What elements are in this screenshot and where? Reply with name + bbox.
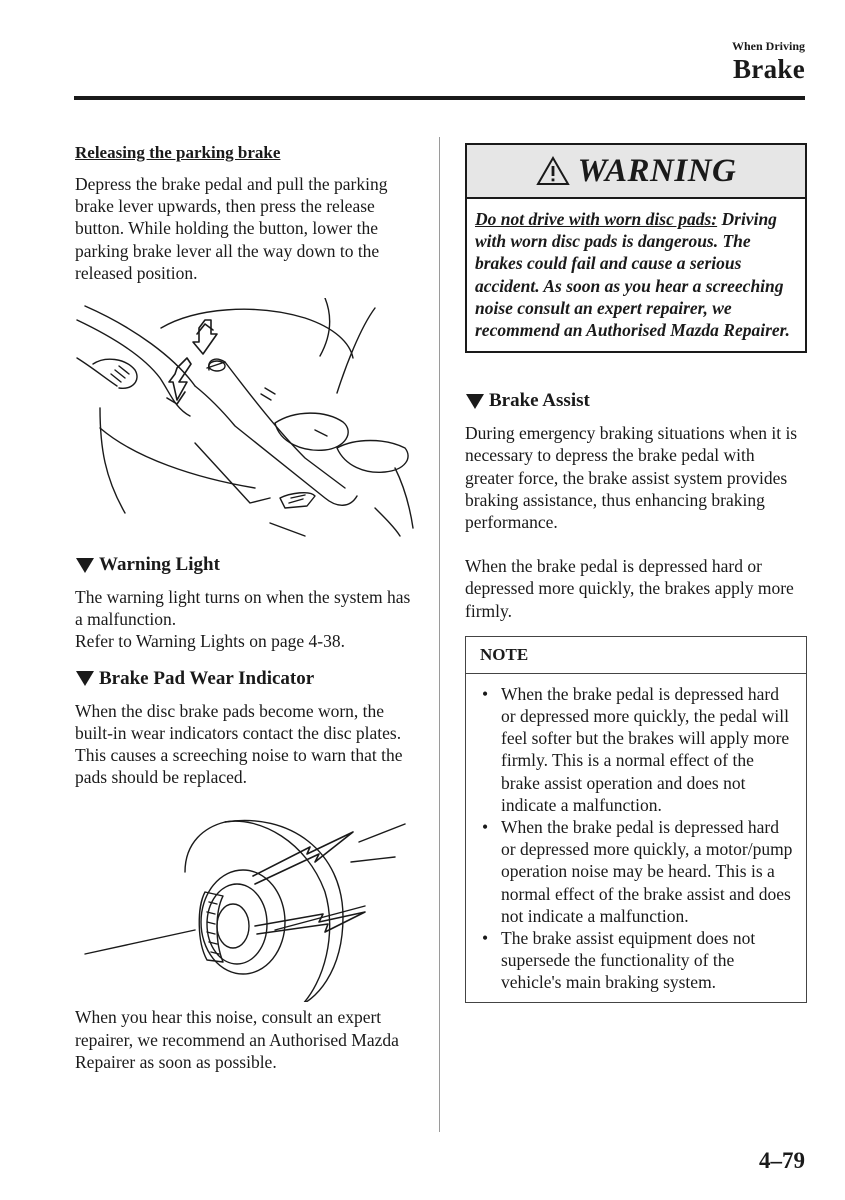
- warning-triangle-icon: [536, 156, 570, 186]
- page-number: 4–79: [759, 1148, 805, 1173]
- parking-brake-illustration: [75, 298, 415, 538]
- release-subheading: Releasing the parking brake: [75, 143, 281, 162]
- warning-box-header: [467, 145, 805, 199]
- list-item: [480, 927, 794, 994]
- pad-wear-after: When you hear this noise, consult an expert repairer, we recommend an Authorised Mazda Repairer as soon as possible.: [75, 1007, 399, 1072]
- pad-wear-heading: [75, 668, 420, 690]
- column-divider: [439, 137, 440, 1132]
- pad-wear-text: When the disc brake pads become worn, the built-in wear indicators contact the disc plates. This causes a screeching noise to warn that the pads should be replaced.: [75, 700, 403, 788]
- warning-box: [465, 143, 807, 353]
- pad-wear-heading-text: Brake Pad Wear Indicator: [99, 667, 315, 689]
- list-item: [480, 816, 794, 927]
- page-title: Brake: [733, 54, 805, 84]
- note-box: [465, 636, 807, 1003]
- note-item-text: When the brake pedal is depressed hard or depressed more quickly, a motor/pump operation noise may be heard. This is a normal effect of the brake assist and does not indicate a malfunction.: [501, 817, 793, 926]
- release-text: Depress the brake pedal and pull the parking brake lever upwards, then press the release button. While holding the button, lower the parking brake lever all the way down to the released position.: [75, 174, 388, 283]
- brake-assist-heading: [465, 390, 807, 412]
- warning-text: Driving with worn disc pads is dangerous. The brakes could fail and cause a serious accident. As soon as you hear a screeching noise consult an expert repairer, we recommend an Authorised Mazda Repairer.: [475, 209, 790, 341]
- brake-assist-heading-text: Brake Assist: [489, 390, 590, 412]
- note-body: [466, 674, 806, 1002]
- warning-light-heading-text: Warning Light: [99, 554, 220, 576]
- disc-brake-illustration: [75, 802, 415, 1002]
- header-rule: [74, 96, 805, 100]
- section-marker-icon: [466, 394, 484, 409]
- brake-assist-p1: During emergency braking situations when it is necessary to depress the brake pedal with greater force, the brake assist system provides braking assistance, thus enhancing braking performance.: [465, 423, 798, 533]
- note-list: [480, 683, 794, 994]
- bullet-icon: •: [482, 817, 489, 838]
- warning-light-text: The warning light turns on when the system has a malfunction.: [75, 587, 411, 630]
- list-item: [480, 683, 794, 816]
- warning-title: WARNING: [577, 152, 737, 189]
- bullet-icon: •: [482, 928, 489, 949]
- warning-light-ref: Refer to Warning Lights on page 4-38.: [75, 631, 345, 652]
- warning-lead: Do not drive with worn disc pads:: [475, 209, 718, 229]
- right-column: [465, 143, 807, 1003]
- section-label: When Driving: [731, 39, 805, 53]
- bullet-icon: •: [482, 683, 489, 704]
- warning-light-heading: [75, 554, 420, 576]
- section-marker-icon: [76, 671, 94, 686]
- section-marker-icon: [76, 558, 94, 573]
- warning-body: [467, 199, 805, 351]
- note-item-text: When the brake pedal is depressed hard or depressed more quickly, the pedal will feel softer but the brakes will apply more firmly. This is a normal effect of the brake assist operation and does not indicate a malfunction.: [501, 683, 790, 815]
- note-title: NOTE: [466, 637, 806, 674]
- note-item-text: The brake assist equipment does not supersede the functionality of the vehicle's main braking system.: [501, 928, 756, 993]
- brake-assist-p2: When the brake pedal is depressed hard or depressed more quickly, the brakes apply more firmly.: [465, 556, 794, 621]
- left-column: [75, 143, 420, 1073]
